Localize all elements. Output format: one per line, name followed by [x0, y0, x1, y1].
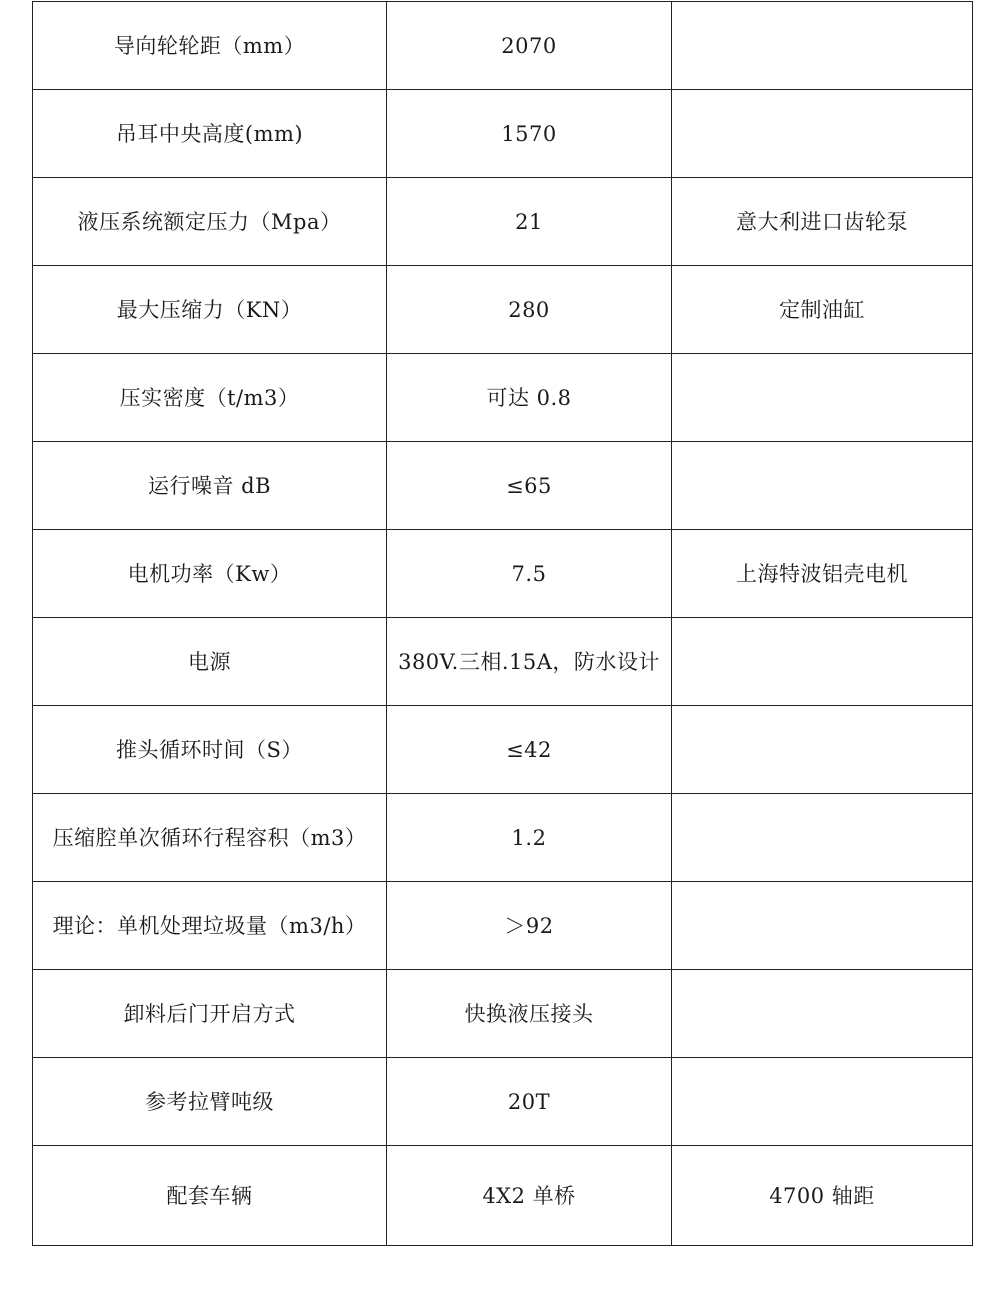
param-cell: 压缩腔单次循环行程容积（m3） [33, 794, 387, 882]
table-row [33, 90, 973, 178]
param-cell: 参考拉臂吨级 [33, 1058, 387, 1146]
param-cell: 理论：单机处理垃圾量（m3/h） [33, 882, 387, 970]
table-row [33, 706, 973, 794]
value-cell: 2070 [387, 2, 672, 90]
value-cell: 7.5 [387, 530, 672, 618]
value-cell: 1570 [387, 90, 672, 178]
value-cell: 4X2 单桥 [387, 1146, 672, 1246]
table-row [33, 266, 973, 354]
param-cell: 卸料后门开启方式 [33, 970, 387, 1058]
value-cell: 21 [387, 178, 672, 266]
note-cell: 意大利进口齿轮泵 [672, 178, 973, 266]
table-row [33, 442, 973, 530]
spec-table [32, 1, 973, 1246]
value-cell: ≤65 [387, 442, 672, 530]
table-row [33, 354, 973, 442]
table-row [33, 1146, 973, 1246]
value-cell: 280 [387, 266, 672, 354]
table-row [33, 618, 973, 706]
param-cell: 最大压缩力（KN） [33, 266, 387, 354]
value-cell: 可达 0.8 [387, 354, 672, 442]
note-cell: 上海特波铝壳电机 [672, 530, 973, 618]
table-row [33, 2, 973, 90]
param-cell: 压实密度（t/m3） [33, 354, 387, 442]
value-cell: 380V.三相.15A，防水设计 [387, 618, 672, 706]
value-cell: ≤42 [387, 706, 672, 794]
value-cell: ＞92 [387, 882, 672, 970]
note-cell: 定制油缸 [672, 266, 973, 354]
table-row [33, 178, 973, 266]
param-cell: 吊耳中央高度(mm) [33, 90, 387, 178]
table-row [33, 794, 973, 882]
note-cell [672, 618, 973, 706]
param-cell: 电源 [33, 618, 387, 706]
table-row [33, 1058, 973, 1146]
value-cell: 快换液压接头 [387, 970, 672, 1058]
note-cell [672, 442, 973, 530]
table-row [33, 882, 973, 970]
note-cell [672, 970, 973, 1058]
param-cell: 电机功率（Kw） [33, 530, 387, 618]
note-cell [672, 1058, 973, 1146]
note-cell [672, 354, 973, 442]
param-cell: 推头循环时间（S） [33, 706, 387, 794]
note-cell [672, 90, 973, 178]
note-cell [672, 706, 973, 794]
param-cell: 液压系统额定压力（Mpa） [33, 178, 387, 266]
value-cell: 1.2 [387, 794, 672, 882]
note-cell [672, 882, 973, 970]
note-cell [672, 794, 973, 882]
table-row [33, 530, 973, 618]
table-row [33, 970, 973, 1058]
param-cell: 配套车辆 [33, 1146, 387, 1246]
note-cell: 4700 轴距 [672, 1146, 973, 1246]
note-cell [672, 2, 973, 90]
value-cell: 20T [387, 1058, 672, 1146]
param-cell: 导向轮轮距（mm） [33, 2, 387, 90]
param-cell: 运行噪音 dB [33, 442, 387, 530]
